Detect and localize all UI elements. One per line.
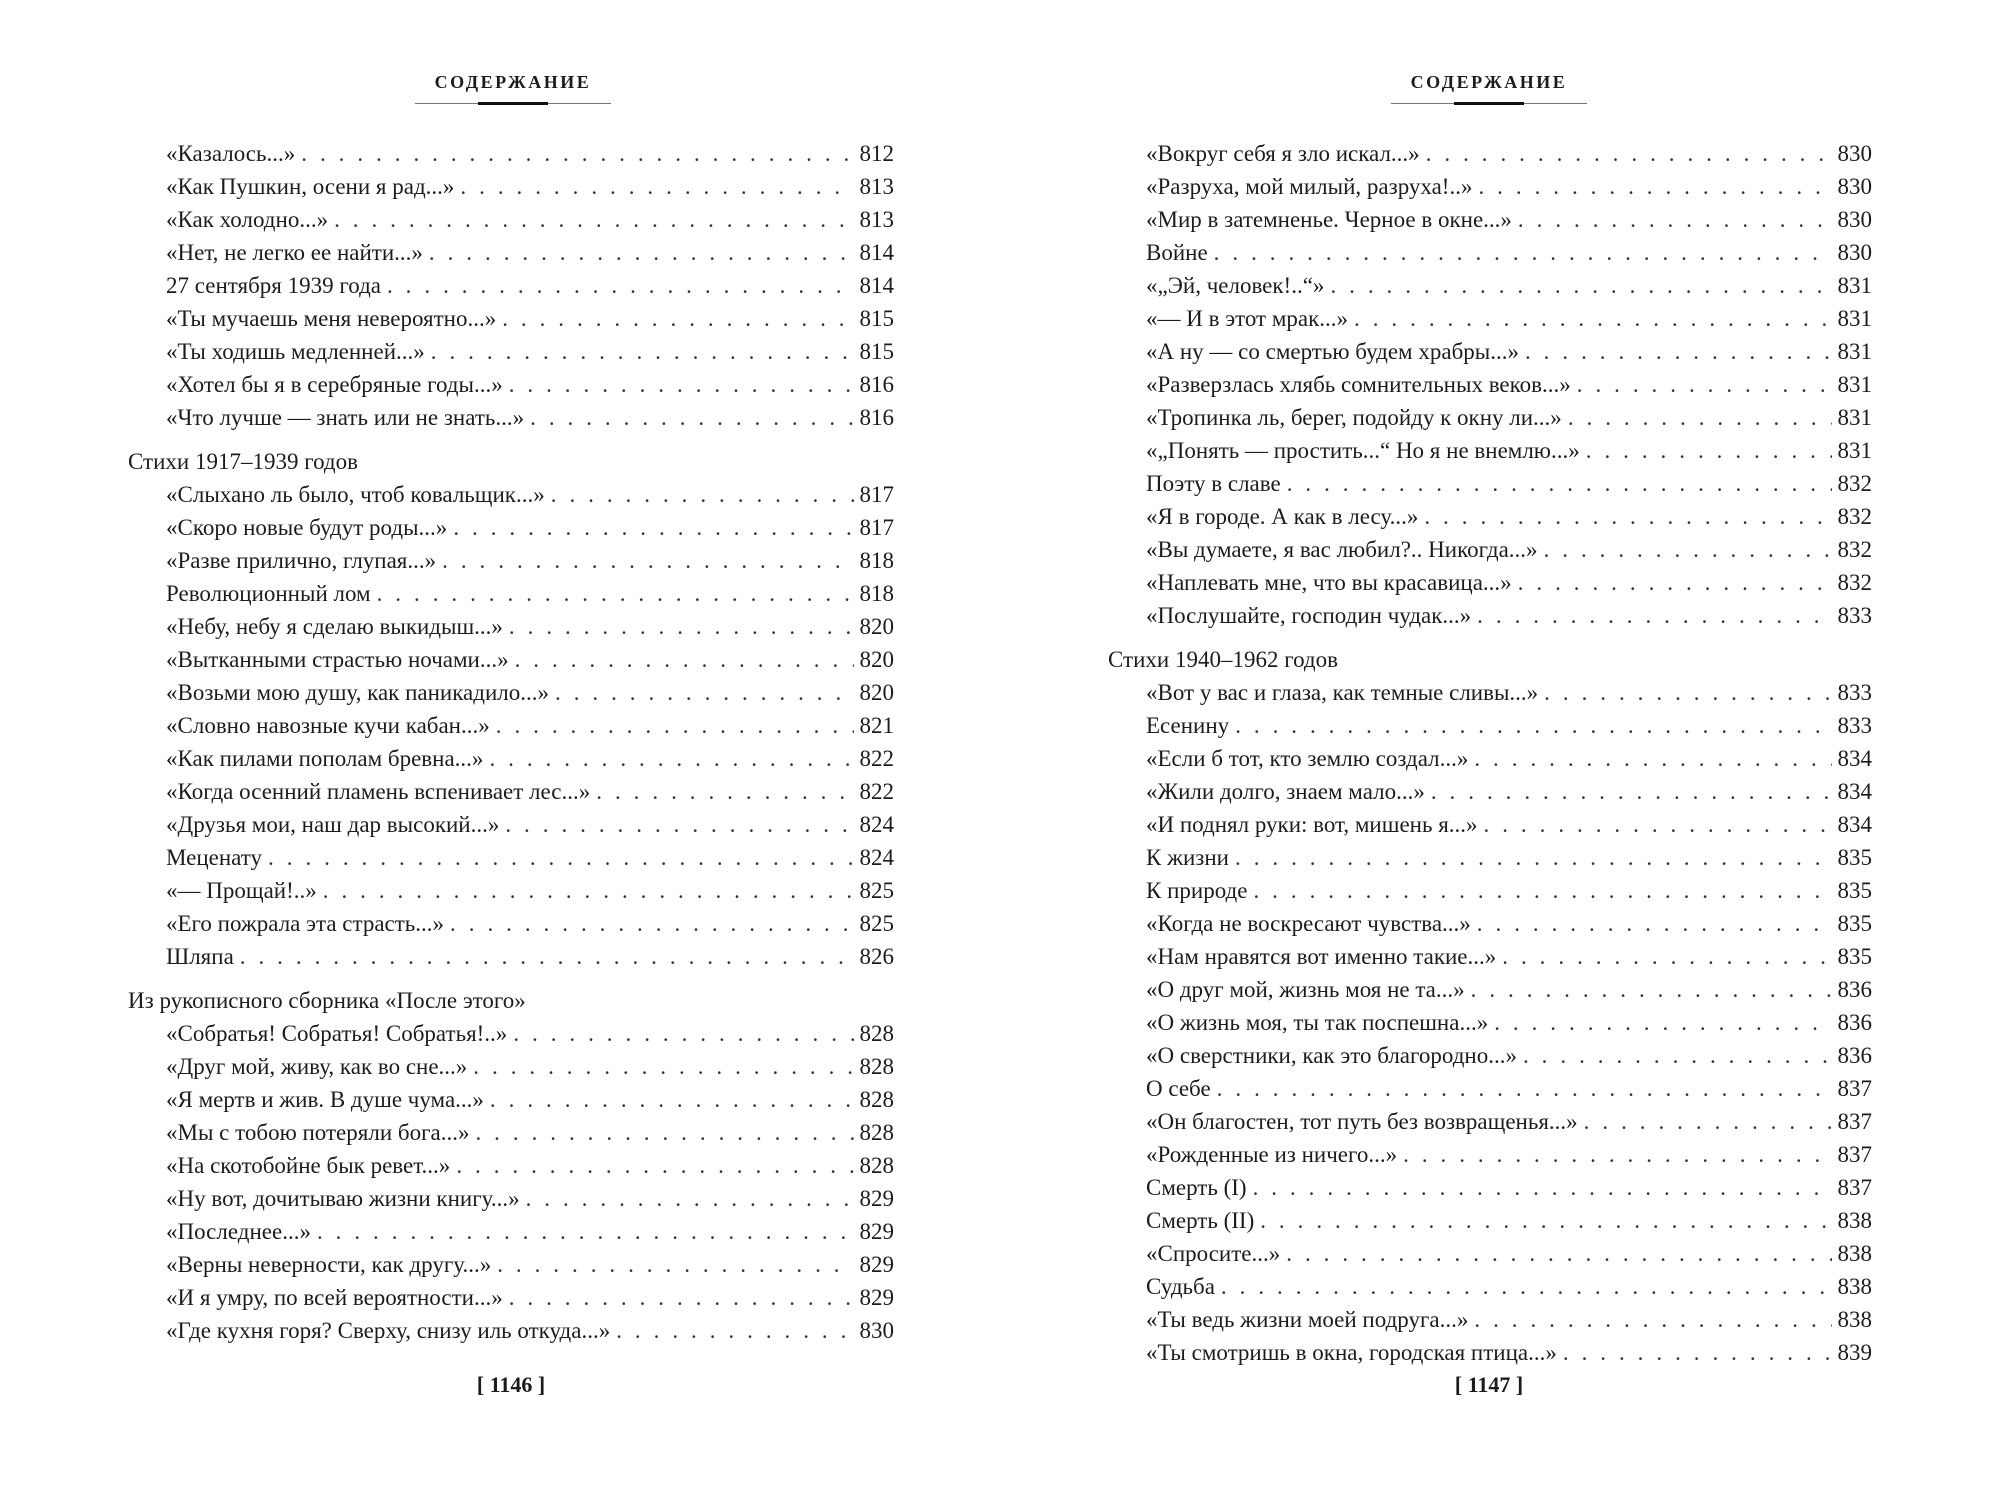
toc-entry-page: 836 bbox=[1837, 977, 1872, 1002]
toc-entry[interactable] bbox=[128, 775, 894, 808]
toc-entry-title: Смерть (I) bbox=[1146, 1175, 1247, 1200]
toc-entry-page: 812 bbox=[859, 141, 894, 166]
toc-entry-page: 837 bbox=[1837, 1142, 1872, 1167]
toc-entry-page: 834 bbox=[1837, 746, 1872, 771]
toc-entry-title: «А ну — со смертью будем храбры...» bbox=[1146, 339, 1519, 364]
toc-entry-title: «Разве прилично, глупая...» bbox=[166, 548, 437, 573]
toc-entry-title: «Тропинка ль, берег, подойду к окну ли...» bbox=[1146, 405, 1562, 430]
toc-entry[interactable] bbox=[128, 401, 894, 434]
toc-entry-title: «Мир в затемненье. Черное в окне...» bbox=[1146, 207, 1512, 232]
toc-entry-title: «О жизнь моя, ты так поспешна...» bbox=[1146, 1010, 1489, 1035]
toc-entry-title: «Если б тот, кто землю создал...» bbox=[1146, 746, 1469, 771]
toc-entry[interactable] bbox=[128, 1149, 894, 1182]
toc-entry[interactable] bbox=[1108, 302, 1872, 335]
toc-entry[interactable] bbox=[128, 1314, 894, 1347]
toc-entry-page: 831 bbox=[1837, 438, 1872, 463]
toc-entry[interactable] bbox=[1108, 1039, 1872, 1072]
dot-leader bbox=[460, 170, 853, 203]
toc-entry[interactable] bbox=[128, 1050, 894, 1083]
dot-leader bbox=[1221, 1270, 1832, 1303]
dot-leader bbox=[1577, 368, 1832, 401]
toc-entry[interactable] bbox=[1108, 566, 1872, 599]
toc-entry[interactable] bbox=[1108, 676, 1872, 709]
toc-entry-page: 821 bbox=[859, 713, 894, 738]
dot-leader bbox=[1494, 1006, 1831, 1039]
toc-entry-page: 820 bbox=[859, 614, 894, 639]
table-of-contents bbox=[1108, 137, 1872, 1369]
toc-entry[interactable] bbox=[1108, 808, 1872, 841]
toc-entry-page: 830 bbox=[1837, 174, 1872, 199]
dot-leader bbox=[1484, 808, 1832, 841]
toc-entry-page: 830 bbox=[1837, 240, 1872, 265]
dot-leader bbox=[1477, 599, 1831, 632]
dot-leader bbox=[530, 401, 853, 434]
toc-entry[interactable] bbox=[1108, 1171, 1872, 1204]
right-page bbox=[1000, 0, 2000, 1499]
toc-entry-title: 27 сентября 1939 года bbox=[166, 273, 381, 298]
toc-entry-title: К природе bbox=[1146, 878, 1248, 903]
dot-leader bbox=[473, 1050, 853, 1083]
toc-entry-page: 836 bbox=[1837, 1010, 1872, 1035]
dot-leader bbox=[1426, 137, 1832, 170]
toc-entry-title: «Нет, не легко ее найти...» bbox=[166, 240, 423, 265]
toc-entry[interactable] bbox=[128, 874, 894, 907]
toc-entry-title: «Казалось...» bbox=[166, 141, 296, 166]
toc-entry-title: «„Эй, человек!..“» bbox=[1146, 273, 1325, 298]
toc-entry[interactable] bbox=[128, 808, 894, 841]
toc-entry-page: 835 bbox=[1837, 944, 1872, 969]
toc-entry-page: 829 bbox=[859, 1186, 894, 1211]
toc-entry-page: 822 bbox=[859, 779, 894, 804]
toc-entry[interactable] bbox=[128, 1083, 894, 1116]
toc-entry-title: Революционный лом bbox=[166, 581, 371, 606]
toc-entry-page: 833 bbox=[1837, 713, 1872, 738]
toc-entry-page: 817 bbox=[859, 482, 894, 507]
dot-leader bbox=[1403, 1138, 1831, 1171]
toc-entry-page: 839 bbox=[1837, 1340, 1872, 1365]
dot-leader bbox=[505, 808, 853, 841]
toc-entry-page: 816 bbox=[859, 405, 894, 430]
toc-entry-title: Смерть (II) bbox=[1146, 1208, 1255, 1233]
toc-entry-page: 831 bbox=[1837, 306, 1872, 331]
toc-entry[interactable] bbox=[128, 577, 894, 610]
toc-entry-page: 835 bbox=[1837, 878, 1872, 903]
toc-entry-page: 814 bbox=[859, 273, 894, 298]
page-number: [ 1146 ] bbox=[476, 1372, 546, 1397]
dot-leader bbox=[1431, 775, 1832, 808]
dot-leader bbox=[429, 236, 854, 269]
toc-entry-page: 834 bbox=[1837, 779, 1872, 804]
toc-entry-title: «„Понять — простить...“ Но я не внемлю...» bbox=[1146, 438, 1580, 463]
dot-leader bbox=[1235, 709, 1831, 742]
toc-entry-title: Меценату bbox=[166, 845, 263, 870]
toc-entry-page: 831 bbox=[1837, 405, 1872, 430]
toc-entry-page: 822 bbox=[859, 746, 894, 771]
toc-entry[interactable] bbox=[128, 1248, 894, 1281]
toc-entry[interactable] bbox=[1108, 1072, 1872, 1105]
toc-entry-page: 828 bbox=[859, 1120, 894, 1145]
toc-entry[interactable] bbox=[128, 907, 894, 940]
dot-leader bbox=[1544, 533, 1832, 566]
toc-entry-title: «— Прощай!..» bbox=[166, 878, 317, 903]
toc-entry-title: «Ты ходишь медленней...» bbox=[166, 339, 425, 364]
dot-leader bbox=[1523, 1039, 1832, 1072]
dot-leader bbox=[515, 643, 854, 676]
toc-entry-page: 828 bbox=[859, 1021, 894, 1046]
toc-entry-page: 825 bbox=[859, 878, 894, 903]
toc-entry-title: «Небу, небу я сделаю выкидыш...» bbox=[166, 614, 503, 639]
toc-entry[interactable] bbox=[1108, 841, 1872, 874]
toc-entry-title: «Как пилами пополам бревна...» bbox=[166, 746, 484, 771]
toc-entry-page: 813 bbox=[859, 174, 894, 199]
toc-entry[interactable] bbox=[128, 269, 894, 302]
toc-entry-title: «Разруха, мой милый, разруха!..» bbox=[1146, 174, 1473, 199]
running-head-text: СОДЕРЖАНИЕ bbox=[434, 72, 592, 92]
toc-entry[interactable] bbox=[1108, 236, 1872, 269]
toc-section-heading: Стихи 1940–1962 годов bbox=[1108, 647, 1338, 672]
toc-entry[interactable] bbox=[1108, 874, 1872, 907]
dot-leader bbox=[509, 610, 854, 643]
toc-entry[interactable] bbox=[1108, 1138, 1872, 1171]
dot-leader bbox=[616, 1314, 853, 1347]
toc-entry-page: 830 bbox=[1837, 207, 1872, 232]
dot-leader bbox=[450, 907, 853, 940]
dot-leader bbox=[442, 544, 853, 577]
toc-entry-page: 815 bbox=[859, 339, 894, 364]
dot-leader bbox=[1474, 1303, 1831, 1336]
toc-entry-title: «Что лучше — знать или не знать...» bbox=[166, 405, 525, 430]
toc-entry-title: «Словно навозные кучи кабан...» bbox=[166, 713, 490, 738]
dot-leader bbox=[1260, 1204, 1831, 1237]
dot-leader bbox=[496, 709, 854, 742]
toc-entry-page: 831 bbox=[1837, 273, 1872, 298]
toc-entry-page: 828 bbox=[859, 1153, 894, 1178]
toc-entry-title: Судьба bbox=[1146, 1274, 1215, 1299]
toc-entry-title: «Вытканными страстью ночами...» bbox=[166, 647, 509, 672]
toc-entry-title: «Ты ведь жизни моей подруга...» bbox=[1146, 1307, 1469, 1332]
toc-entry-page: 829 bbox=[859, 1285, 894, 1310]
toc-section-heading: Из рукописного сборника «После этого» bbox=[128, 988, 526, 1013]
running-head-text: СОДЕРЖАНИЕ bbox=[1410, 72, 1568, 92]
toc-entry[interactable] bbox=[128, 335, 894, 368]
dot-leader bbox=[502, 302, 853, 335]
toc-entry[interactable] bbox=[128, 742, 894, 775]
dot-leader bbox=[1253, 1171, 1832, 1204]
dot-leader bbox=[497, 1248, 853, 1281]
dot-leader bbox=[490, 1083, 854, 1116]
toc-entry-title: «Разверзлась хлябь сомнительных веков...» bbox=[1146, 372, 1571, 397]
dot-leader bbox=[1253, 874, 1831, 907]
toc-entry[interactable] bbox=[128, 676, 894, 709]
dot-leader bbox=[526, 1182, 854, 1215]
toc-entry-page: 815 bbox=[859, 306, 894, 331]
toc-entry-title: «О друг мой, жизнь моя не та...» bbox=[1146, 977, 1465, 1002]
toc-entry[interactable] bbox=[1108, 907, 1872, 940]
toc-entry-page: 835 bbox=[1837, 911, 1872, 936]
toc-section-heading: Стихи 1917–1939 годов bbox=[128, 449, 358, 474]
toc-entry-page: 828 bbox=[859, 1054, 894, 1079]
toc-entry-page: 817 bbox=[859, 515, 894, 540]
toc-entry[interactable] bbox=[1108, 742, 1872, 775]
toc-entry-page: 814 bbox=[859, 240, 894, 265]
toc-entry-page: 832 bbox=[1837, 570, 1872, 595]
page-number: [ 1147 ] bbox=[1454, 1372, 1524, 1397]
toc-entry[interactable] bbox=[128, 170, 894, 203]
toc-entry[interactable] bbox=[1108, 335, 1872, 368]
toc-entry-title: «Вы думаете, я вас любил?.. Никогда...» bbox=[1146, 537, 1538, 562]
toc-entry-page: 830 bbox=[1837, 141, 1872, 166]
toc-entry-page: 834 bbox=[1837, 812, 1872, 837]
toc-entry[interactable] bbox=[1108, 1270, 1872, 1303]
toc-entry-title: «Мы с тобою потеряли бога...» bbox=[166, 1120, 470, 1145]
toc-entry-title: «Нам нравятся вот именно такие...» bbox=[1146, 944, 1497, 969]
toc-entry[interactable] bbox=[128, 137, 894, 170]
toc-entry-title: «Вот у вас и глаза, как темные сливы...» bbox=[1146, 680, 1539, 705]
toc-entry[interactable] bbox=[128, 1281, 894, 1314]
toc-entry-page: 818 bbox=[859, 581, 894, 606]
toc-entry-title: «— И в этот мрак...» bbox=[1146, 306, 1349, 331]
toc-entry-page: 829 bbox=[859, 1252, 894, 1277]
toc-entry[interactable] bbox=[1108, 269, 1872, 302]
toc-entry[interactable] bbox=[1108, 137, 1872, 170]
toc-entry[interactable] bbox=[128, 1116, 894, 1149]
toc-entry-title: «Скоро новые будут роды...» bbox=[166, 515, 448, 540]
toc-entry[interactable] bbox=[128, 709, 894, 742]
dot-leader bbox=[1354, 302, 1831, 335]
dot-leader bbox=[1563, 1336, 1832, 1369]
toc-entry-title: «На скотобойне бык ревет...» bbox=[166, 1153, 451, 1178]
running-head bbox=[1389, 72, 1589, 104]
toc-entry-page: 832 bbox=[1837, 504, 1872, 529]
toc-entry-title: «Как Пушкин, осени я рад...» bbox=[166, 174, 455, 199]
dot-leader bbox=[1286, 1237, 1831, 1270]
toc-entry-page: 816 bbox=[859, 372, 894, 397]
toc-entry[interactable] bbox=[1108, 973, 1872, 1006]
toc-entry-page: 813 bbox=[859, 207, 894, 232]
toc-entry-title: «Он благостен, тот путь без возвращенья...» bbox=[1146, 1109, 1578, 1134]
toc-entry[interactable] bbox=[1108, 1336, 1872, 1369]
toc-entry[interactable] bbox=[1108, 170, 1872, 203]
toc-entry-title: «Друг мой, живу, как во сне...» bbox=[166, 1054, 468, 1079]
toc-entry[interactable] bbox=[1108, 1237, 1872, 1270]
toc-entry[interactable] bbox=[1108, 599, 1872, 632]
toc-entry[interactable] bbox=[128, 841, 894, 874]
toc-entry[interactable] bbox=[128, 1215, 894, 1248]
dot-leader bbox=[1330, 269, 1831, 302]
toc-entry-page: 820 bbox=[859, 680, 894, 705]
dot-leader bbox=[1424, 500, 1831, 533]
toc-entry[interactable] bbox=[1108, 434, 1872, 467]
toc-entry[interactable] bbox=[128, 940, 894, 973]
toc-entry-title: «Возьми мою душу, как паникадило...» bbox=[166, 680, 549, 705]
toc-entry-title: «И поднял руки: вот, мишень я...» bbox=[1146, 812, 1478, 837]
dot-leader bbox=[268, 841, 853, 874]
toc-entry-page: 829 bbox=[859, 1219, 894, 1244]
dot-leader bbox=[509, 368, 854, 401]
toc-entry[interactable] bbox=[1108, 500, 1872, 533]
toc-entry-title: «Ты смотришь в окна, городская птица...» bbox=[1146, 1340, 1557, 1365]
toc-entry-title: «Я в городе. А как в лесу...» bbox=[1146, 504, 1419, 529]
dot-leader bbox=[301, 137, 853, 170]
dot-leader bbox=[1518, 566, 1832, 599]
dot-leader bbox=[323, 874, 854, 907]
toc-entry-page: 828 bbox=[859, 1087, 894, 1112]
toc-entry[interactable] bbox=[1108, 467, 1872, 500]
toc-entry-title: «Я мертв и жив. В душе чума...» bbox=[166, 1087, 484, 1112]
running-head-rule bbox=[415, 103, 611, 104]
toc-entry-title: «Где кухня горя? Сверху, снизу иль откуда...» bbox=[166, 1318, 611, 1343]
toc-entry-page: 838 bbox=[1837, 1208, 1872, 1233]
dot-leader bbox=[1544, 676, 1831, 709]
dot-leader bbox=[1584, 1105, 1832, 1138]
toc-entry[interactable] bbox=[128, 643, 894, 676]
dot-leader bbox=[596, 775, 853, 808]
toc-entry-page: 830 bbox=[859, 1318, 894, 1343]
toc-entry[interactable] bbox=[1108, 401, 1872, 434]
toc-entry-page: 818 bbox=[859, 548, 894, 573]
toc-entry-title: «Друзья мои, наш дар высокий...» bbox=[166, 812, 500, 837]
toc-entry-title: «Спросите...» bbox=[1146, 1241, 1281, 1266]
table-of-contents bbox=[128, 137, 894, 1347]
dot-leader bbox=[431, 335, 854, 368]
toc-entry-page: 832 bbox=[1837, 471, 1872, 496]
toc-entry-title: «И я умру, по всей вероятности...» bbox=[166, 1285, 503, 1310]
toc-entry-page: 820 bbox=[859, 647, 894, 672]
dot-leader bbox=[1478, 170, 1831, 203]
dot-leader bbox=[1235, 841, 1832, 874]
dot-leader bbox=[475, 1116, 853, 1149]
toc-entry[interactable] bbox=[128, 1017, 894, 1050]
toc-entry-title: «Ты мучаешь меня невероятно...» bbox=[166, 306, 497, 331]
dot-leader bbox=[1471, 973, 1832, 1006]
dot-leader bbox=[334, 203, 853, 236]
toc-entry-title: «Ну вот, дочитываю жизни книгу...» bbox=[166, 1186, 520, 1211]
dot-leader bbox=[377, 577, 854, 610]
toc-entry-page: 838 bbox=[1837, 1274, 1872, 1299]
toc-entry[interactable] bbox=[1108, 1105, 1872, 1138]
toc-entry-page: 831 bbox=[1837, 372, 1872, 397]
toc-entry[interactable] bbox=[128, 511, 894, 544]
toc-entry[interactable] bbox=[1108, 1006, 1872, 1039]
dot-leader bbox=[1287, 467, 1832, 500]
toc-entry-page: 825 bbox=[859, 911, 894, 936]
toc-entry[interactable] bbox=[1108, 533, 1872, 566]
toc-entry[interactable] bbox=[1108, 1303, 1872, 1336]
toc-entry[interactable] bbox=[128, 544, 894, 577]
dot-leader bbox=[555, 676, 854, 709]
toc-entry[interactable] bbox=[1108, 203, 1872, 236]
toc-entry-title: «Как холодно...» bbox=[166, 207, 329, 232]
dot-leader bbox=[456, 1149, 853, 1182]
toc-entry[interactable] bbox=[128, 478, 894, 511]
toc-entry-title: «Вокруг себя я зло искал...» bbox=[1146, 141, 1420, 166]
dot-leader bbox=[1474, 742, 1831, 775]
toc-entry-title: Войне bbox=[1146, 240, 1208, 265]
dot-leader bbox=[513, 1017, 853, 1050]
toc-entry[interactable] bbox=[1108, 1204, 1872, 1237]
dot-leader bbox=[1525, 335, 1832, 368]
toc-entry[interactable] bbox=[128, 1182, 894, 1215]
toc-entry[interactable] bbox=[128, 368, 894, 401]
toc-entry-title: «Рожденные из ничего...» bbox=[1146, 1142, 1398, 1167]
toc-entry[interactable] bbox=[1108, 775, 1872, 808]
toc-entry[interactable] bbox=[1108, 940, 1872, 973]
dot-leader bbox=[489, 742, 853, 775]
dot-leader bbox=[1477, 907, 1832, 940]
toc-entry-page: 832 bbox=[1837, 537, 1872, 562]
dot-leader bbox=[317, 1215, 854, 1248]
dot-leader bbox=[1518, 203, 1832, 236]
toc-entry-page: 831 bbox=[1837, 339, 1872, 364]
toc-entry-page: 824 bbox=[859, 812, 894, 837]
toc-entry-title: «Хотел бы я в серебряные годы...» bbox=[166, 372, 503, 397]
dot-leader bbox=[1568, 401, 1832, 434]
toc-entry-title: «Собратья! Собратья! Собратья!..» bbox=[166, 1021, 508, 1046]
toc-entry-page: 837 bbox=[1837, 1175, 1872, 1200]
dot-leader bbox=[387, 269, 854, 302]
toc-entry-page: 833 bbox=[1837, 680, 1872, 705]
dot-leader bbox=[1217, 1072, 1832, 1105]
toc-entry-title: «Наплевать мне, что вы красавица...» bbox=[1146, 570, 1512, 595]
toc-entry[interactable] bbox=[128, 236, 894, 269]
toc-entry-page: 837 bbox=[1837, 1076, 1872, 1101]
toc-entry-page: 838 bbox=[1837, 1241, 1872, 1266]
toc-entry-page: 824 bbox=[859, 845, 894, 870]
toc-entry-page: 826 bbox=[859, 944, 894, 969]
dot-leader bbox=[240, 940, 854, 973]
toc-entry-title: «Когда не воскресают чувства...» bbox=[1146, 911, 1471, 936]
running-head-rule bbox=[1391, 103, 1587, 104]
toc-entry-title: «Послушайте, господин чудак...» bbox=[1146, 603, 1472, 628]
toc-entry-title: Поэту в славе bbox=[1146, 471, 1281, 496]
dot-leader bbox=[551, 478, 854, 511]
toc-entry[interactable] bbox=[1108, 368, 1872, 401]
toc-entry-title: О себе bbox=[1146, 1076, 1211, 1101]
toc-entry[interactable] bbox=[1108, 709, 1872, 742]
toc-entry-title: Шляпа bbox=[166, 944, 234, 969]
dot-leader bbox=[509, 1281, 854, 1314]
dot-leader bbox=[1502, 940, 1831, 973]
toc-entry[interactable] bbox=[128, 203, 894, 236]
dot-leader bbox=[453, 511, 853, 544]
toc-entry-page: 835 bbox=[1837, 845, 1872, 870]
toc-entry-title: «Верны неверности, как другу...» bbox=[166, 1252, 492, 1277]
toc-entry[interactable] bbox=[128, 302, 894, 335]
toc-entry-page: 836 bbox=[1837, 1043, 1872, 1068]
toc-entry-title: «Когда осенний пламень вспенивает лес...» bbox=[166, 779, 591, 804]
toc-entry-title: «Его пожрала эта страсть...» bbox=[166, 911, 445, 936]
running-head bbox=[413, 72, 613, 104]
toc-entry-title: «Слыхано ль было, чтоб ковальщик...» bbox=[166, 482, 545, 507]
toc-entry-title: К жизни bbox=[1146, 845, 1229, 870]
toc-entry-title: «Жили долго, знаем мало...» bbox=[1146, 779, 1425, 804]
toc-entry-title: «Последнее...» bbox=[166, 1219, 311, 1244]
dot-leader bbox=[1586, 434, 1832, 467]
toc-entry-title: Есенину bbox=[1146, 713, 1230, 738]
toc-entry-page: 837 bbox=[1837, 1109, 1872, 1134]
toc-entry-title: «О сверстники, как это благородно...» bbox=[1146, 1043, 1517, 1068]
toc-entry-page: 838 bbox=[1837, 1307, 1872, 1332]
dot-leader bbox=[1214, 236, 1832, 269]
toc-entry-page: 833 bbox=[1837, 603, 1872, 628]
toc-entry[interactable] bbox=[128, 610, 894, 643]
